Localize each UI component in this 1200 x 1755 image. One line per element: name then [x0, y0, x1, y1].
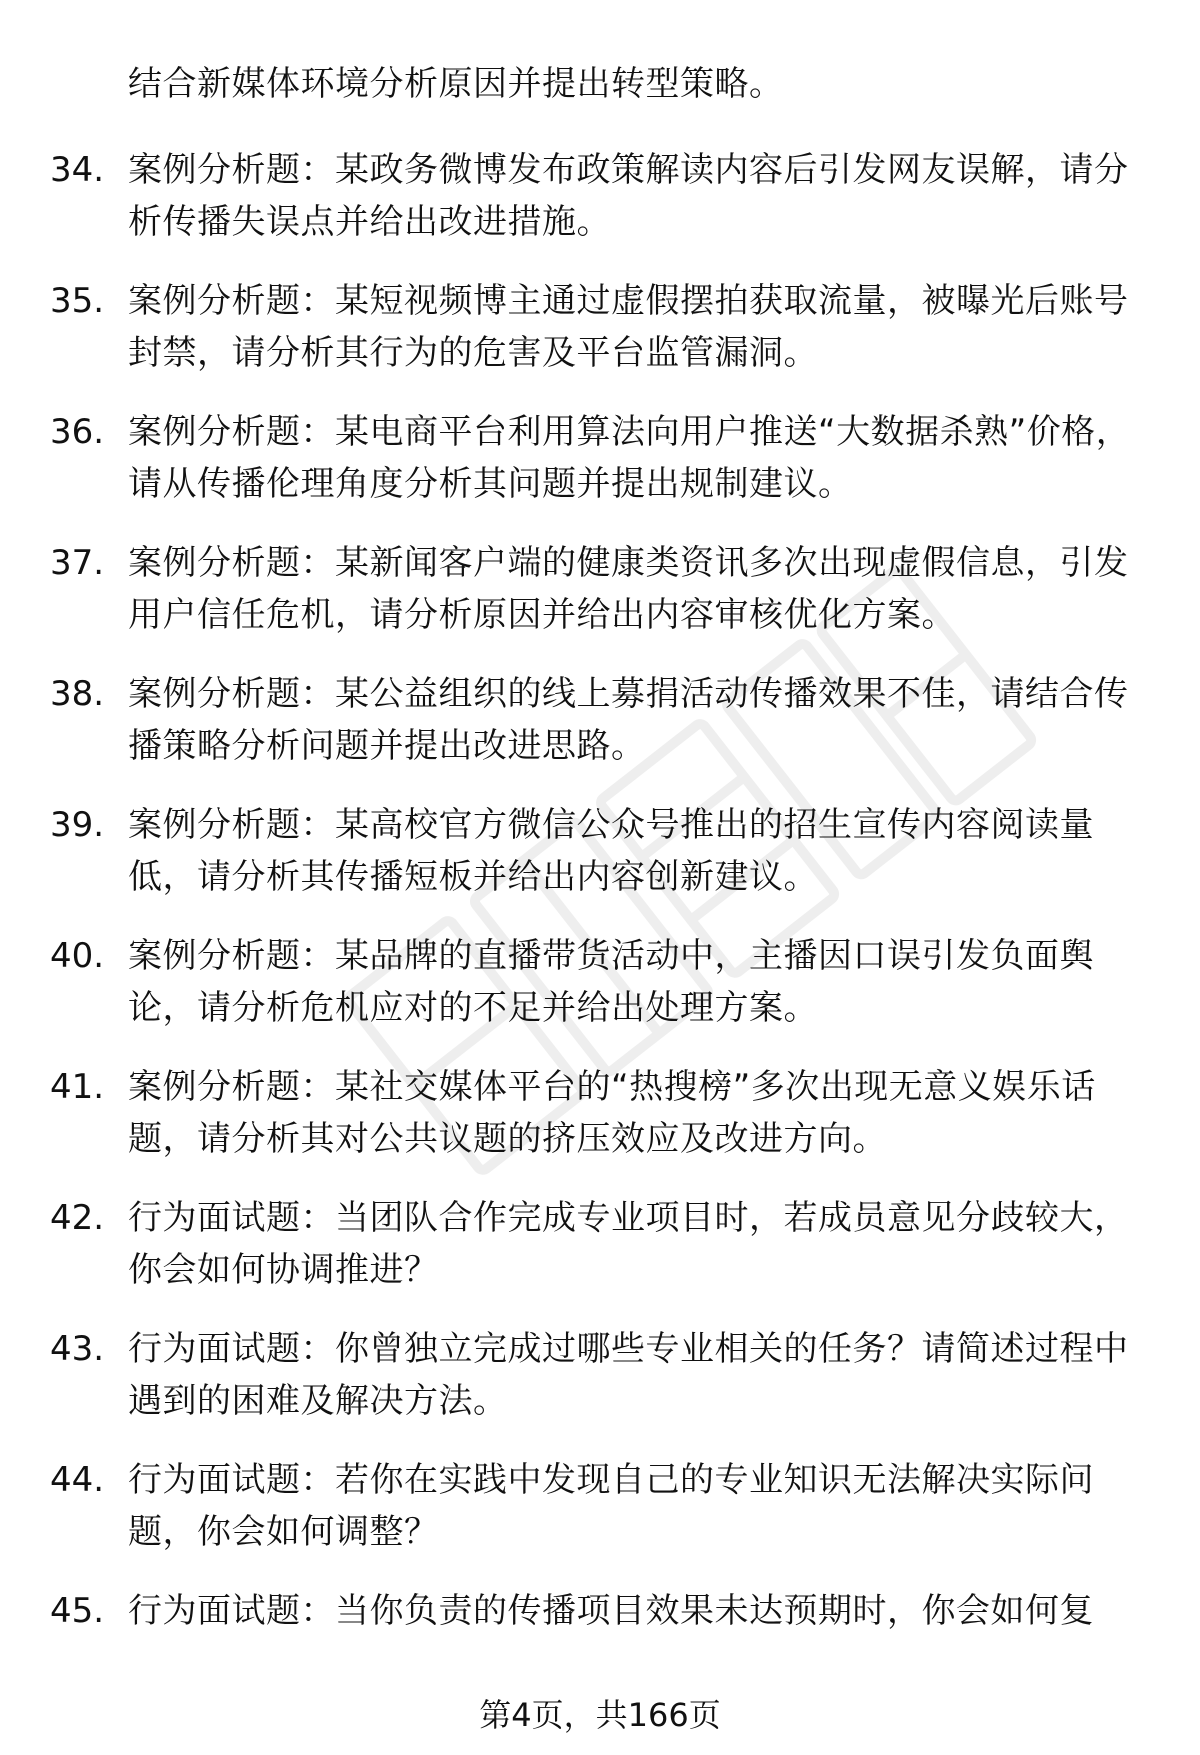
question-number: 39. [50, 805, 105, 845]
question-text: 行为面试题：当团队合作完成专业项目时，若成员意见分歧较大，你会如何协调推进？ [128, 1198, 1129, 1290]
question-number: 34. [50, 150, 105, 190]
question-text: 行为面试题：若你在实践中发现自己的专业知识无法解决实际问题，你会如何调整？ [128, 1460, 1094, 1552]
question-item [0, 668, 1200, 772]
question-item [0, 1585, 1200, 1689]
question-item [0, 1323, 1200, 1427]
question-text: 案例分析题：某政务微博发布政策解读内容后引发网友误解，请分析传播失误点并给出改进措施。 [128, 150, 1129, 242]
question-number: 38. [50, 674, 105, 714]
question-number: 35. [50, 281, 105, 321]
question-text: 案例分析题：某电商平台利用算法向用户推送“大数据杀熟”价格，请从传播伦理角度分析其问题并提出规制建议。 [128, 412, 1131, 504]
question-number: 42. [50, 1198, 105, 1238]
question-item [0, 1454, 1200, 1558]
question-item [0, 799, 1200, 903]
question-item [0, 275, 1200, 379]
question-text: 案例分析题：某品牌的直播带货活动中，主播因口误引发负面舆论，请分析危机应对的不足并给出处理方案。 [128, 936, 1094, 1028]
continuation-text: 结合新媒体环境分析原因并提出转型策略。 [128, 64, 784, 104]
question-text: 案例分析题：某公益组织的线上募捐活动传播效果不佳，请结合传播策略分析问题并提出改进思路。 [128, 674, 1129, 766]
question-text: 行为面试题：当你负责的传播项目效果未达预期时，你会如何复 [128, 1591, 1094, 1631]
question-number: 45. [50, 1591, 105, 1631]
question-text: 案例分析题：某短视频博主通过虚假摆拍获取流量，被曝光后账号封禁，请分析其行为的危害及平台监管漏洞。 [128, 281, 1129, 373]
question-item [0, 1061, 1200, 1165]
question-number: 41. [50, 1067, 105, 1107]
question-item [0, 144, 1200, 248]
question-text: 案例分析题：某高校官方微信公众号推出的招生宣传内容阅读量低，请分析其传播短板并给出内容创新建议。 [128, 805, 1094, 897]
question-number: 44. [50, 1460, 105, 1500]
question-item [0, 537, 1200, 641]
question-item [0, 406, 1200, 510]
question-item [0, 930, 1200, 1034]
question-text: 行为面试题：你曾独立完成过哪些专业相关的任务？请简述过程中遇到的困难及解决方法。 [128, 1329, 1129, 1421]
question-number: 40. [50, 936, 105, 976]
page-footer: 第4页，共166页 [479, 1696, 721, 1734]
question-text: 案例分析题：某社交媒体平台的“热搜榜”多次出现无意义娱乐话题，请分析其对公共议题的挤压效应及改进方向。 [128, 1067, 1096, 1159]
question-text: 案例分析题：某新闻客户端的健康类资讯多次出现虚假信息，引发用户信任危机，请分析原因并给出内容审核优化方案。 [128, 543, 1129, 635]
question-number: 37. [50, 543, 105, 583]
question-item [0, 1192, 1200, 1296]
question-number: 36. [50, 412, 105, 452]
question-list [0, 144, 1200, 1716]
question-number: 43. [50, 1329, 105, 1369]
